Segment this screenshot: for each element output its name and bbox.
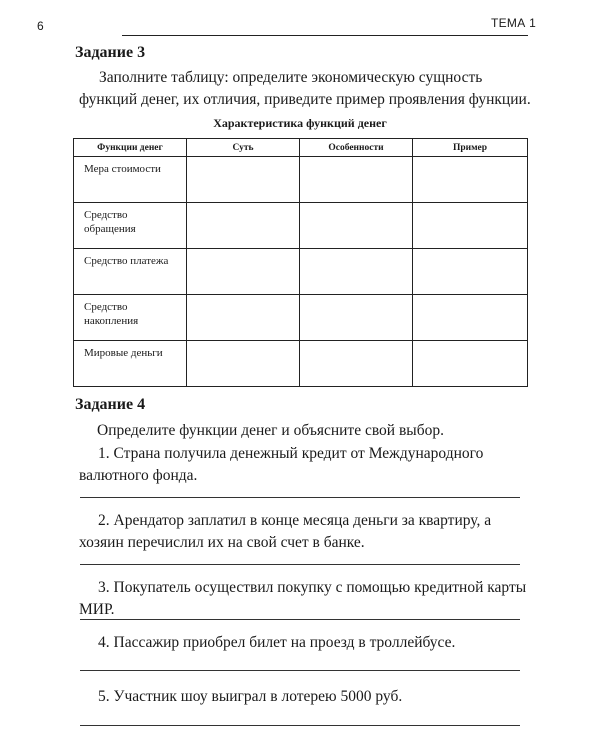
answer-line-1[interactable] [80,497,520,498]
table-title: Характеристика функций денег [213,116,387,130]
answer-cell-example[interactable] [413,295,528,341]
answer-line-5[interactable] [80,725,520,726]
answer-cell-features[interactable] [300,295,413,341]
column-header-features: Особенности [300,139,413,157]
row-label-world-money: Мировые деньги [74,341,187,387]
answer-cell-features[interactable] [300,203,413,249]
task4-item-2: 2. Арендатор заплатил в конце месяца деньги за квартиру, а хозяин перечислил их на свой счет в банке. [79,512,492,551]
answer-line-3[interactable] [80,619,520,620]
task4-heading: Задание 4 [75,396,146,413]
table-row [74,249,528,295]
answer-line-2[interactable] [80,564,520,565]
answer-cell-example[interactable] [413,341,528,387]
row-label-store-of-value: Средство накопления [74,295,187,341]
task4-item-4: 4. Пассажир приобрел билет на проезд в троллейбусе. [98,634,456,651]
answer-cell-essence[interactable] [187,249,300,295]
table-row [74,157,528,203]
page-number: 6 [37,19,44,33]
answer-cell-essence[interactable] [187,295,300,341]
task4-intro: Определите функции денег и объясните свой выбор. [97,422,444,439]
table-header-row [74,139,528,157]
money-functions-table [73,138,528,387]
table-row [74,295,528,341]
answer-cell-features[interactable] [300,341,413,387]
answer-cell-essence[interactable] [187,157,300,203]
answer-cell-example[interactable] [413,157,528,203]
task4-item-5: 5. Участник шоу выиграл в лотерею 5000 руб. [98,688,403,705]
theme-label: ТЕМА 1 [491,16,537,30]
answer-line-4[interactable] [80,670,520,671]
column-header-functions: Функции денег [74,139,187,157]
row-label-measure-of-value: Мера стоимости [74,157,187,203]
task4-item-3: 3. Покупатель осуществил покупку с помощью кредитной карты МИР. [79,579,527,618]
column-header-essence: Суть [187,139,300,157]
header-rule [122,35,528,36]
answer-cell-example[interactable] [413,249,528,295]
table-row [74,341,528,387]
answer-cell-features[interactable] [300,249,413,295]
answer-cell-essence[interactable] [187,203,300,249]
answer-cell-example[interactable] [413,203,528,249]
answer-cell-essence[interactable] [187,341,300,387]
row-label-means-of-payment: Средство платежа [74,249,187,295]
row-label-medium-of-exchange: Средство обращения [74,203,187,249]
task3-heading: Задание 3 [75,44,146,61]
task3-instruction: Заполните таблицу: определите экономическую сущность функций денег, их отличия, приведите пример проявления функции. [79,69,531,108]
column-header-example: Пример [413,139,528,157]
table-row [74,203,528,249]
answer-cell-features[interactable] [300,157,413,203]
task4-item-1: 1. Страна получила денежный кредит от Международного валютного фонда. [79,445,484,484]
